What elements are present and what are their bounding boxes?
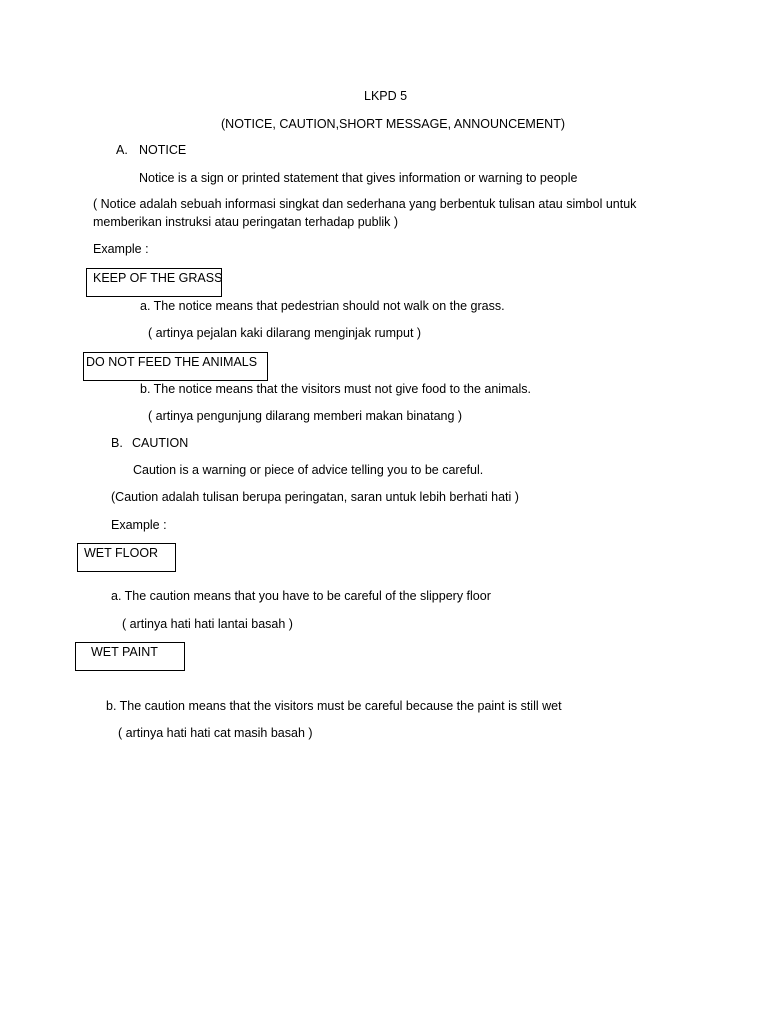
notice-meaning-1: a. The notice means that pedestrian should not walk on the grass. bbox=[140, 299, 505, 313]
notice-sign-box-1 bbox=[86, 268, 222, 297]
caution-meaning-2: b. The caution means that the visitors must be careful because the paint is still wet bbox=[106, 699, 562, 713]
notice-definition: Notice is a sign or printed statement that gives information or warning to people bbox=[139, 171, 578, 185]
caution-translation: (Caution adalah tulisan berupa peringatan, saran untuk lebih berhati hati ) bbox=[111, 490, 519, 504]
caution-example-label: Example : bbox=[111, 518, 167, 532]
caution-sign-box-1 bbox=[77, 543, 176, 572]
notice-sign-text-2: DO NOT FEED THE ANIMALS bbox=[86, 355, 258, 369]
notice-translation-line2: memberikan instruksi atau peringatan terhadap publik ) bbox=[93, 215, 399, 229]
notice-translation-1: ( artinya pejalan kaki dilarang menginjak rumput ) bbox=[148, 326, 422, 340]
caution-sign-text-1: WET FLOOR bbox=[84, 546, 159, 560]
page-subtitle: (NOTICE, CAUTION,SHORT MESSAGE, ANNOUNCEMENT) bbox=[221, 117, 566, 131]
notice-example-label: Example : bbox=[93, 242, 149, 256]
section-b-heading: CAUTION bbox=[132, 436, 189, 450]
caution-translation-1: ( artinya hati hati lantai basah ) bbox=[122, 617, 293, 631]
notice-translation-line1: ( Notice adalah sebuah informasi singkat dan sederhana yang berbentuk tulisan atau simbol untuk bbox=[93, 197, 637, 211]
page-title: LKPD 5 bbox=[364, 89, 408, 103]
caution-sign-text-2: WET PAINT bbox=[91, 645, 158, 659]
caution-translation-2: ( artinya hati hati cat masih basah ) bbox=[118, 726, 313, 740]
caution-definition: Caution is a warning or piece of advice telling you to be careful. bbox=[133, 463, 484, 477]
notice-sign-text-1: KEEP OF THE GRASS bbox=[93, 271, 223, 285]
notice-sign-box-2 bbox=[83, 352, 268, 381]
notice-meaning-2: b. The notice means that the visitors must not give food to the animals. bbox=[140, 382, 531, 396]
caution-meaning-1: a. The caution means that you have to be careful of the slippery floor bbox=[111, 589, 491, 603]
notice-translation-2: ( artinya pengunjung dilarang memberi makan binatang ) bbox=[148, 409, 463, 423]
section-b-marker: B. bbox=[111, 436, 123, 450]
section-a-marker: A. bbox=[116, 143, 128, 157]
caution-sign-box-2 bbox=[75, 642, 185, 671]
section-a-heading: NOTICE bbox=[139, 143, 187, 157]
